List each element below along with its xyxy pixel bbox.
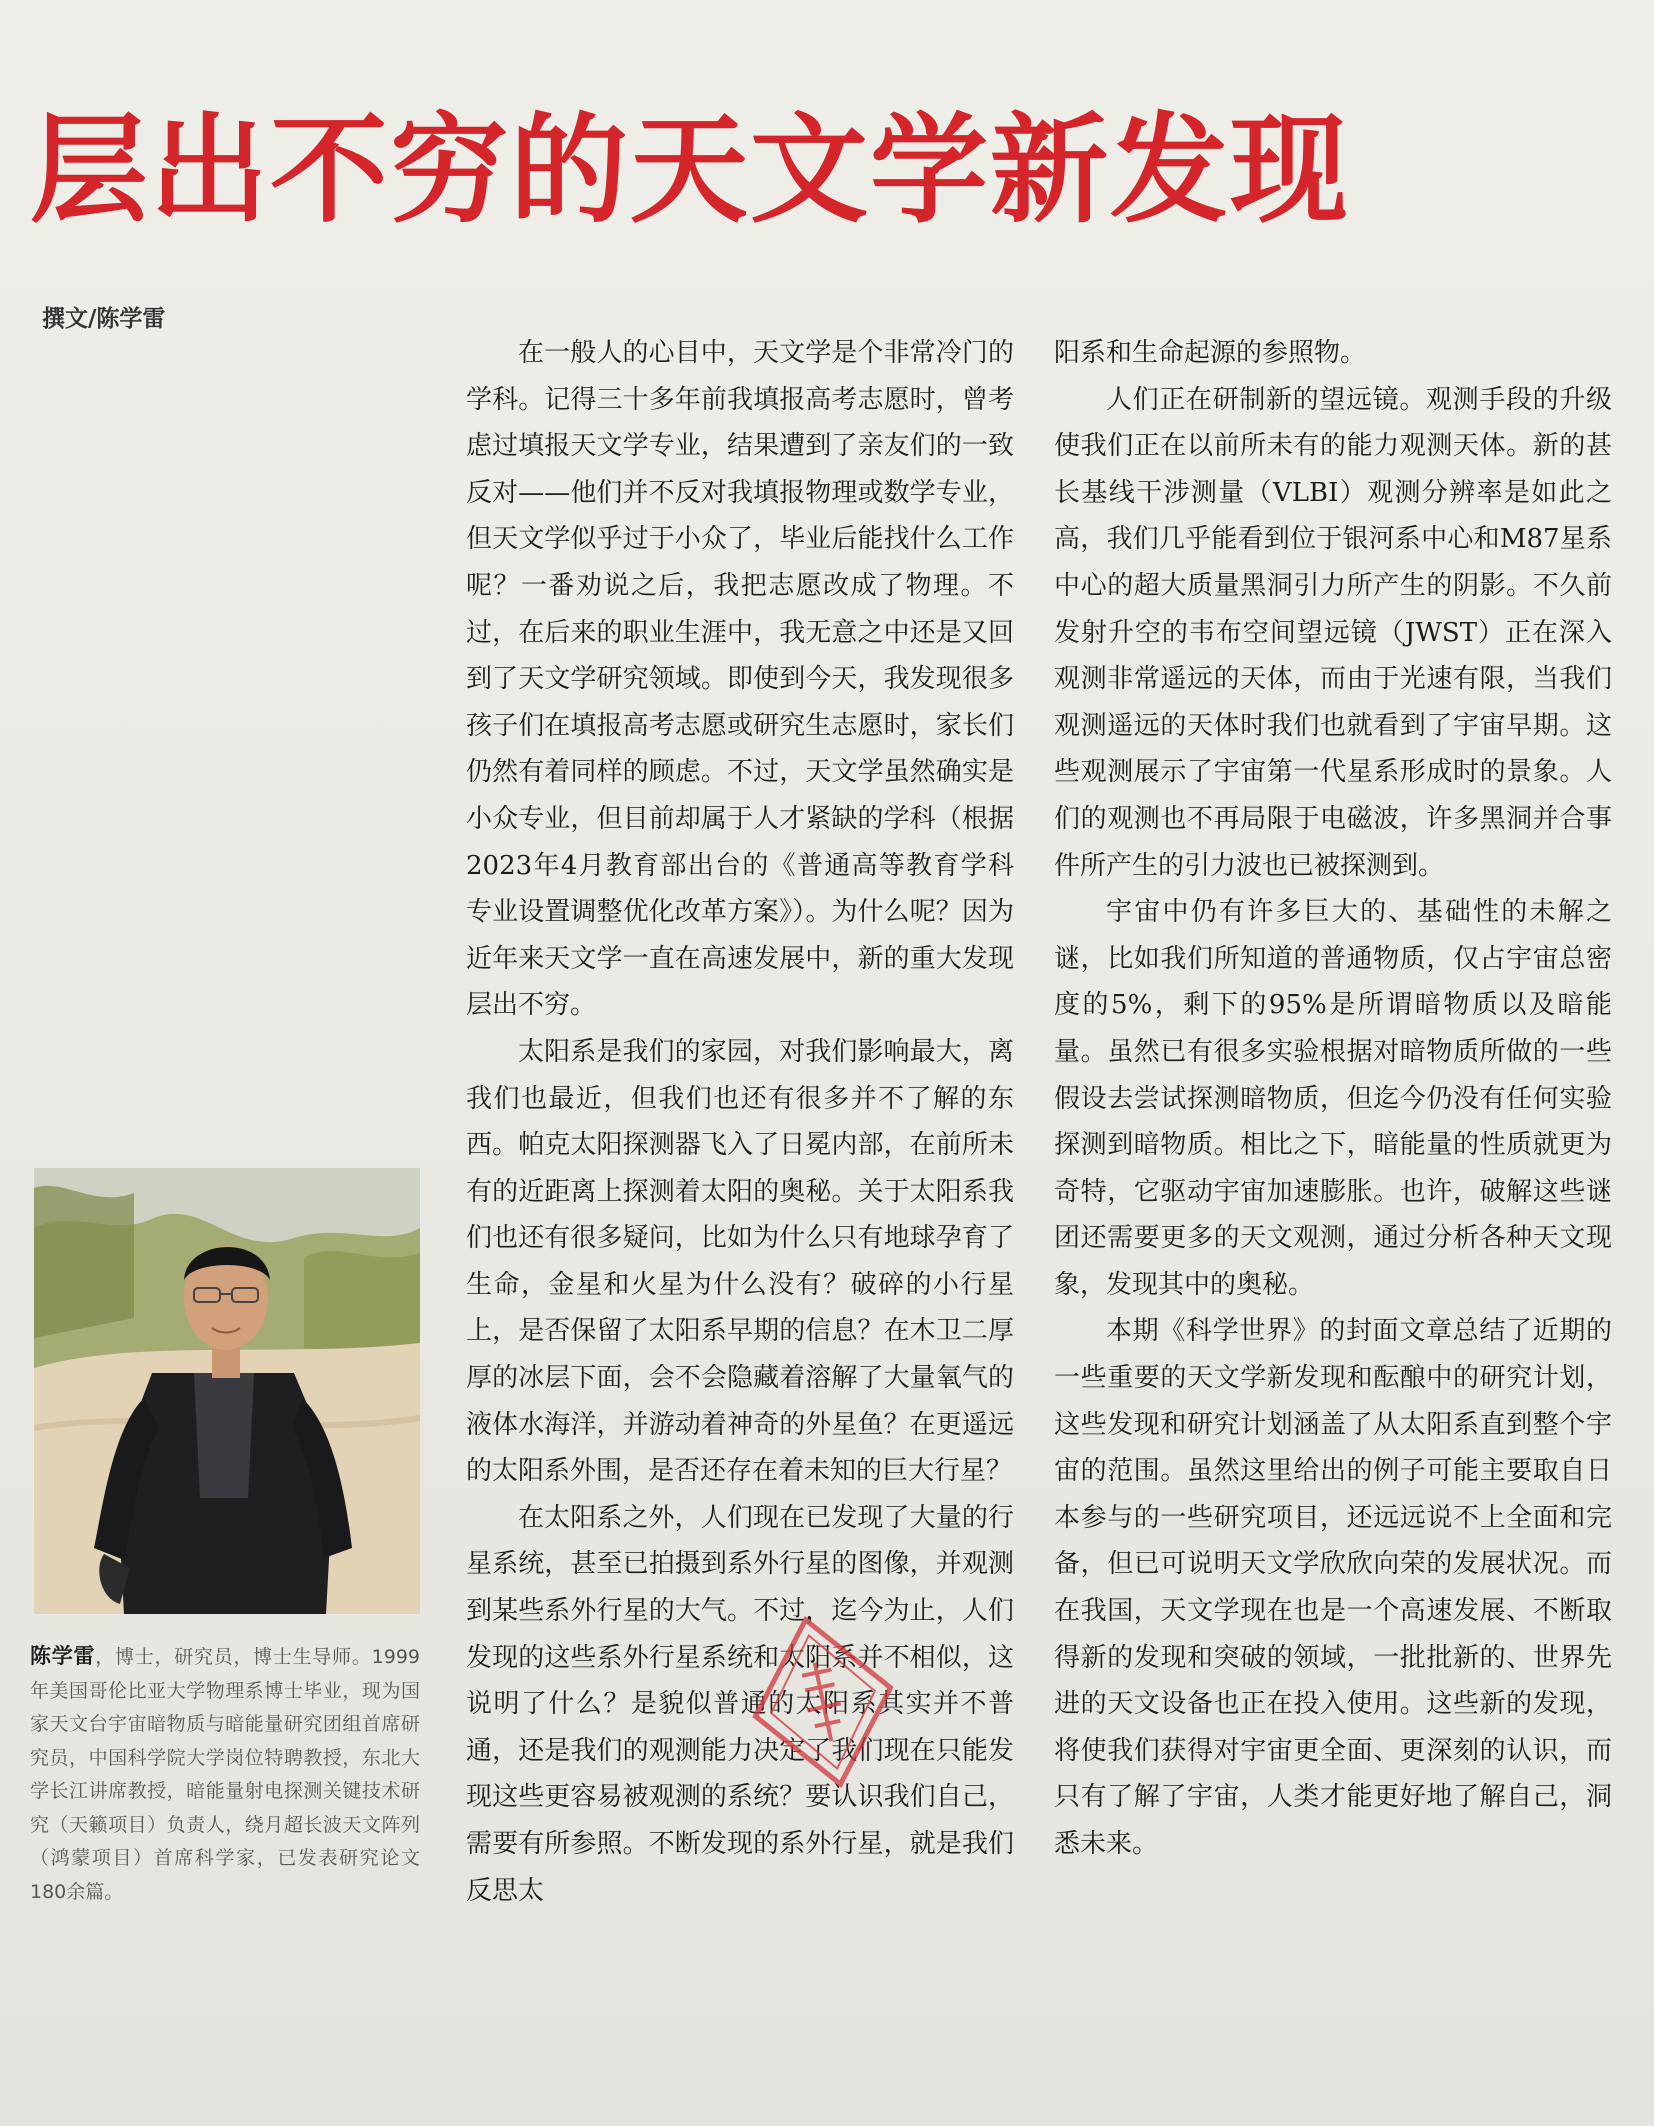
body-column-left <box>466 330 1014 1914</box>
paragraph-continued: 阳系和生命起源的参照物。 <box>1054 338 1367 368</box>
author-photo <box>34 1168 420 1614</box>
author-caption <box>30 1640 420 1909</box>
paragraph: 本期《科学世界》的封面文章总结了近期的一些重要的天文学新发现和酝酿中的研究计划，这些发现和研究计划涵盖了从太阳系直到整个宇宙的范围。虽然这里给出的例子可能主要取自日本参与的一些研究项目，还远远说不上全面和完备，但已可说明天文学欣欣向荣的发展状况。而在我国，天文学现在也是一个高速发展、不断取得新的发现和突破的领域，一批批新的、世界先进的天文设备也正在投入使用。这些新的发现，将使我们获得对宇宙更全面、更深刻的认识，而只有了解了宇宙，人类才能更好地了解自己，洞悉未来。 <box>1054 1316 1612 1859</box>
article-byline: 撰文/陈学雷 <box>42 306 166 332</box>
paragraph: 在太阳系之外，人们现在已发现了大量的行星系统，甚至已拍摄到系外行星的图像，并观测到某些系外行星的大气。不过，迄今为止，人们发现的这些系外行星系统和太阳系并不相似，这说明了什么？是貌似普通的太阳系其实并不普通，还是我们的观测能力决定了我们现在只能发现这些更容易被观测的系统？要认识我们自己，需要有所参照。不断发现的系外行星，就是我们反思太 <box>466 1502 1014 1906</box>
author-portrait-illustration <box>34 1168 420 1614</box>
paragraph: 宇宙中仍有许多巨大的、基础性的未解之谜，比如我们所知道的普通物质，仅占宇宙总密度的5%，剩下的95%是所谓暗物质以及暗能量。虽然已有很多实验根据对暗物质所做的一些假设去尝试探测暗物质，但迄今仍没有任何实验探测到暗物质。相比之下，暗能量的性质就更为奇特，它驱动宇宙加速膨胀。也许，破解这些谜团还需要更多的天文观测，通过分析各种天文现象，发现其中的奥秘。 <box>1054 897 1612 1300</box>
author-bio: ，博士，研究员，博士生导师。1999年美国哥伦比亚大学物理系博士毕业，现为国家天文台宇宙暗物质与暗能量研究团组首席研究员，中国科学院大学岗位特聘教授，东北大学长江讲席教授，暗能量射电探测关键技术研究（天籁项目）负责人，绕月超长波天文阵列（鸿蒙项目）首席科学家，已发表研究论文180余篇。 <box>30 1646 420 1903</box>
paragraph: 人们正在研制新的望远镜。观测手段的升级使我们正在以前所未有的能力观测天体。新的甚长基线干涉测量（VLBI）观测分辨率是如此之高，我们几乎能看到位于银河系中心和M87星系中心的超大质量黑洞引力所产生的阴影。不久前发射升空的韦布空间望远镜（JWST）正在深入观测非常遥远的天体，而由于光速有限，当我们观测遥远的天体时我们也就看到了宇宙早期。这些观测展示了宇宙第一代星系形成时的景象。人们的观测也不再局限于电磁波，许多黑洞并合事件所产生的引力波也已被探测到。 <box>1054 384 1612 881</box>
author-name: 陈学雷 <box>30 1644 96 1668</box>
paragraph: 在一般人的心目中，天文学是个非常冷门的学科。记得三十多年前我填报高考志愿时，曾考虑过填报天文学专业，结果遭到了亲友们的一致反对——他们并不反对我填报物理或数学专业，但天文学似乎过于小众了，毕业后能找什么工作呢？一番劝说之后，我把志愿改成了物理。不过，在后来的职业生涯中，我无意之中还是又回到了天文学研究领域。即使到今天，我发现很多孩子们在填报高考志愿或研究生志愿时，家长们仍然有着同样的顾虑。不过，天文学虽然确实是小众专业，但目前却属于人才紧缺的学科（根据2023年4月教育部出台的《普通高等教育学科专业设置调整优化改革方案》）。为什么呢？因为近年来天文学一直在高速发展中，新的重大发现层出不穷。 <box>466 338 1014 1021</box>
body-column-right <box>1054 330 1612 1868</box>
article-title: 层出不穷的天文学新发现 <box>30 100 1351 239</box>
paragraph: 太阳系是我们的家园，对我们影响最大，离我们也最近，但我们也还有很多并不了解的东西。帕克太阳探测器飞入了日冕内部，在前所未有的近距离上探测着太阳的奥秘。关于太阳系我们也还有很多疑问，比如为什么只有地球孕育了生命，金星和火星为什么没有？破碎的小行星上，是否保留了太阳系早期的信息？在木卫二厚厚的冰层下面，会不会隐藏着溶解了大量氧气的液体水海洋，并游动着神奇的外星鱼？在更遥远的太阳系外围，是否还存在着未知的巨大行星？ <box>466 1036 1014 1487</box>
